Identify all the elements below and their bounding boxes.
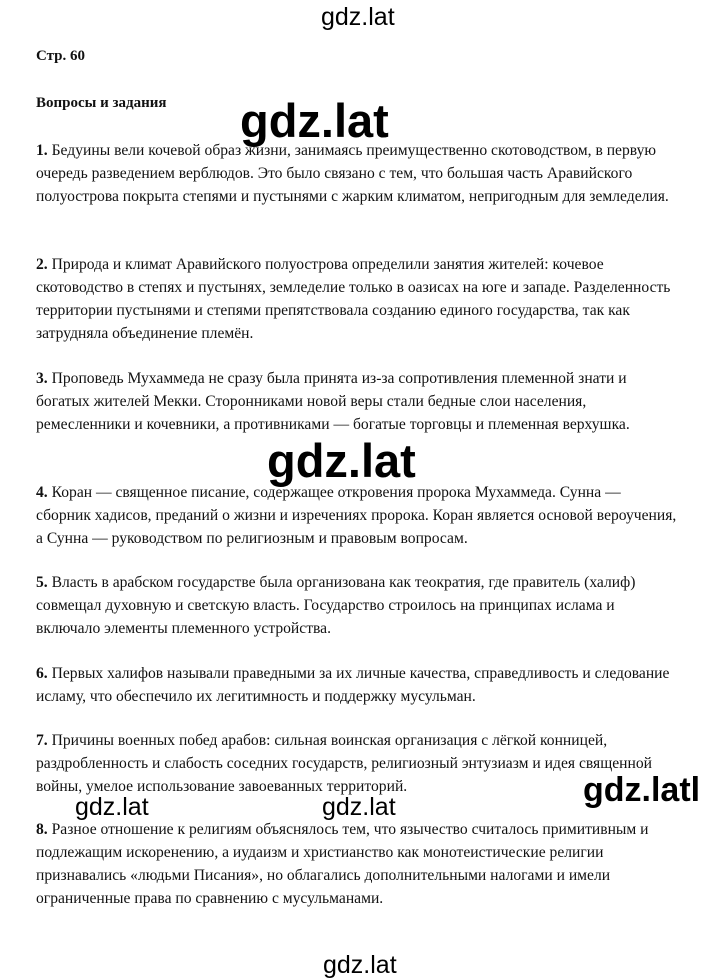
section-title: Вопросы и задания	[36, 95, 167, 111]
answer-text: Коран — священное писание, содержащее откровения пророка Мухаммеда. Сунна — сборник хадисов, преданий о жизни и изречениях пророка. Коран является основой вероучения, а Сунна — руководством по религиозным и правовым вопросам.	[36, 484, 677, 547]
watermark-large: gdz.lat	[267, 434, 416, 487]
watermark-top: gdz.lat	[321, 3, 395, 31]
watermark-small: gdz.lat	[75, 793, 149, 821]
answer-number: 5.	[36, 574, 48, 591]
answer-3	[36, 367, 678, 436]
page-number: Стр. 60	[36, 48, 86, 64]
answer-number: 6.	[36, 665, 48, 682]
answer-number: 2.	[36, 256, 48, 273]
answer-text: Природа и климат Аравийского полуострова определили занятия жителей: кочевое скотоводство в степях и пустынях, земледелие только в оазисах на юге и западе. Разделенность территории пустынями и степями препятствовала созданию единого государства, так как затрудняла объединение племён.	[36, 256, 671, 342]
answer-text: Причины военных побед арабов: сильная воинская организация с лёгкой конницей, раздробленность и слабость соседних государств, религиозный энтузиазм и идея священной войны, умелое использование завоеванных территорий.	[36, 732, 652, 795]
answer-text: Проповедь Мухаммеда не сразу была принята из-за сопротивления племенной знати и богатых жителей Мекки. Сторонниками новой веры стали бедные слои населения, ремесленники и кочевники, а противниками — богатые торговцы и племенная верхушка.	[36, 370, 630, 433]
watermark-bottom: gdz.lat	[323, 951, 397, 979]
answer-text: Власть в арабском государстве была организована как теократия, где правитель (халиф) совмещал духовную и светскую власть. Государство строилось на принципах ислама и включало элементы племенного устройства.	[36, 574, 636, 637]
answer-7	[36, 729, 678, 798]
answer-text: Бедуины вели кочевой образ жизни, занимаясь преимущественно скотоводством, в первую очередь разведением верблюдов. Это было связано с тем, что большая часть Аравийского полуострова покрыта степями и пустынями с жарким климатом, непригодным для земледелия.	[36, 142, 669, 205]
answer-text: Разное отношение к религиям объяснялось тем, что язычество считалось примитивным и подлежащим искоренению, а иудаизм и христианство как монотеистические религии признавались «людьми Писания», но облагались дополнительными налогами и имели ограниченные права по сравнению с мусульманами.	[36, 821, 649, 907]
answer-2	[36, 253, 678, 345]
answer-number: 8.	[36, 821, 48, 838]
watermark-large: gdz.lat	[240, 94, 389, 147]
answer-1	[36, 139, 678, 208]
answer-5	[36, 571, 678, 640]
answer-number: 7.	[36, 732, 48, 749]
answer-number: 1.	[36, 142, 48, 159]
answer-text: Первых халифов называли праведными за их личные качества, справедливость и следование исламу, что обеспечило их легитимность и поддержку мусульман.	[36, 665, 670, 705]
answer-number: 3.	[36, 370, 48, 387]
answer-4	[36, 481, 678, 550]
answer-8	[36, 818, 678, 910]
answer-number: 4.	[36, 484, 48, 501]
watermark-small: gdz.lat	[322, 793, 396, 821]
watermark-side: gdz.latl	[583, 771, 701, 809]
answer-6	[36, 662, 678, 708]
